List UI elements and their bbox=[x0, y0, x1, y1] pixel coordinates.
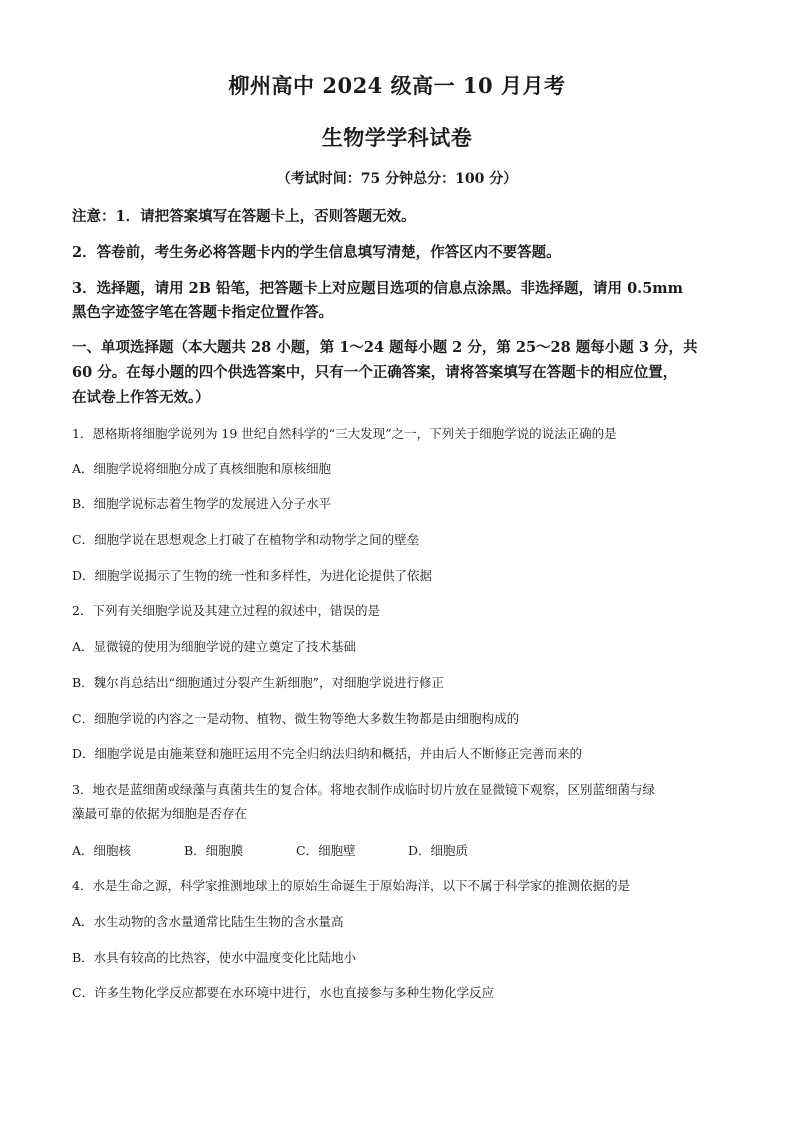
question-2-option-c: C．细胞学说的内容之一是动物、植物、微生物等绝大多数生物都是由细胞构成的 bbox=[72, 711, 520, 726]
question-4-option-b: B．水具有较高的比热容，使水中温度变化比陆地小 bbox=[72, 950, 357, 965]
question-3-option-b: B．细胞膜 bbox=[184, 843, 244, 858]
question-2-option-a: A．显微镜的使用为细胞学说的建立奠定了技术基础 bbox=[72, 639, 357, 654]
note-line-4: 黑色字迹签字笔在答题卡指定位置作答。 bbox=[72, 304, 333, 321]
note-line-3: 3．选择题，请用 2B 铅笔，把答题卡上对应题目选项的信息点涂黑。非选择题，请用 0.5mm bbox=[72, 280, 683, 297]
question-4-option-a: A．水生动物的含水量通常比陆生生物的含水量高 bbox=[72, 914, 344, 929]
question-1-option-a: A．细胞学说将细胞分成了真核细胞和原核细胞 bbox=[72, 461, 332, 476]
question-3-option-a: A．细胞核 bbox=[72, 843, 132, 858]
question-1-stem: 1．恩格斯将细胞学说列为 19 世纪自然科学的“三大发现”之一，下列关于细胞学说的说法正确的是 bbox=[72, 426, 617, 441]
question-3-stem-line-1: 3．地衣是蓝细菌或绿藻与真菌共生的复合体。将地衣制作成临时切片放在显微镜下观察，区别蓝细菌与绿 bbox=[72, 782, 655, 797]
note-line-1: 注意：1．请把答案填写在答题卡上，否则答题无效。 bbox=[72, 208, 416, 225]
question-3-stem-line-2: 藻最可靠的依据为细胞是否存在 bbox=[72, 806, 248, 821]
subject-title: 生物学学科试卷 bbox=[321, 125, 473, 150]
exam-title: 柳州高中 2024 级高一 10 月月考 bbox=[228, 73, 566, 98]
question-3-option-c: C．细胞壁 bbox=[296, 843, 356, 858]
note-line-2: 2．答卷前，考生务必将答题卡内的学生信息填写清楚，作答区内不要答题。 bbox=[72, 244, 561, 261]
question-3-option-d: D．细胞质 bbox=[408, 843, 469, 858]
question-3-options bbox=[72, 841, 520, 859]
exam-info: （考试时间：75 分钟总分：100 分） bbox=[276, 171, 518, 187]
section-heading-line-1: 一、单项选择题（本大题共 28 小题，第 1～24 题每小题 2 分，第 25～28 题每小题 3 分，共 bbox=[72, 339, 698, 356]
question-2-option-b: B．魏尔肖总结出“细胞通过分裂产生新细胞”，对细胞学说进行修正 bbox=[72, 675, 444, 690]
question-4-option-c: C．许多生物化学反应都要在水环境中进行，水也直接参与多种生物化学反应 bbox=[72, 985, 495, 1000]
question-1-option-c: C．细胞学说在思想观念上打破了在植物学和动物学之间的壁垒 bbox=[72, 532, 420, 547]
question-1-option-b: B．细胞学说标志着生物学的发展进入分子水平 bbox=[72, 496, 332, 511]
question-2-option-d: D．细胞学说是由施莱登和施旺运用不完全归纳法归纳和概括，并由后人不断修正完善而来的 bbox=[72, 746, 583, 761]
section-heading-line-3: 在试卷上作答无效。） bbox=[72, 389, 210, 406]
question-4-stem: 4．水是生命之源，科学家推测地球上的原始生命诞生于原始海洋，以下不属于科学家的推测依据的是 bbox=[72, 878, 630, 893]
question-2-stem: 2．下列有关细胞学说及其建立过程的叙述中，错误的是 bbox=[72, 603, 380, 618]
question-1-option-d: D．细胞学说揭示了生物的统一性和多样性，为进化论提供了依据 bbox=[72, 568, 433, 583]
section-heading-line-2: 60 分。在每小题的四个供选答案中，只有一个正确答案，请将答案填写在答题卡的相应位置， bbox=[72, 364, 678, 381]
